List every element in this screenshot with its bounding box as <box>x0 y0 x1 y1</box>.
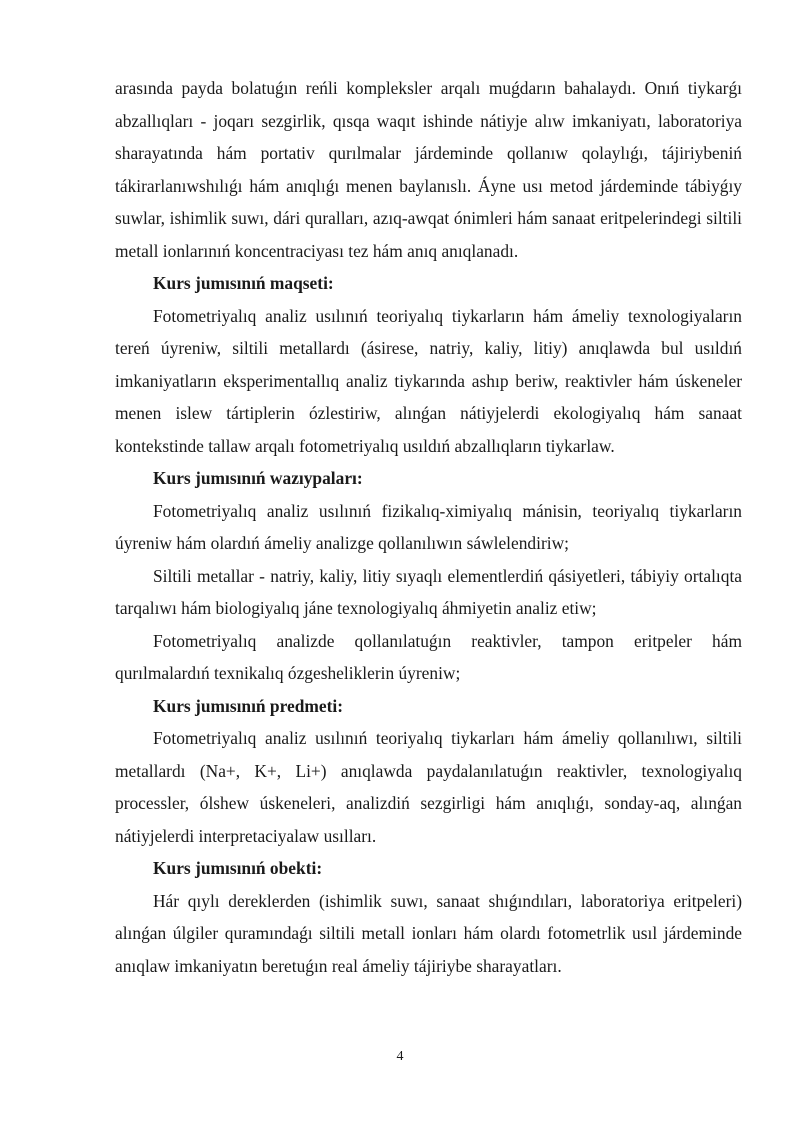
section-heading-tasks: Kurs jumısınıń wazıypaları: <box>153 468 363 488</box>
page-number: 4 <box>396 1049 404 1064</box>
document-body <box>115 72 742 982</box>
tasks-paragraph-1: Fotometriyalıq analiz usılınıń fizikalıq-ximiyalıq mánisin, teoriyalıq tiykarların úyreniw hám olardıń ámeliy analizge qollanılıwın sáwlelendiriw; <box>115 500 742 553</box>
subject-paragraph: Fotometriyalıq analiz usılınıń teoriyalıq tiykarları hám ámeliy qollanılıwı, siltili metallardı (Na+, K+, Li+) anıqlawda paydalanılatuǵın reaktivler, texnologiyalıq processler, ólshew úskeneleri, analizdiń sezgirligi hám anıqlıǵı, sonday-aq, alınǵan nátiyjelerdi interpretaciyalaw usılları. <box>115 728 742 846</box>
intro-paragraph: arasında payda bolatuǵın reńli kompleksler arqalı muǵdarın bahalaydı. Onıń tiykarǵı abzallıqları - joqarı sezgirlik, qısqa waqıt ishinde nátiyje alıw imkaniyatı, laboratoriya sharayatında hám portativ qurılmalar járdeminde qollanıw qolaylıǵı, tájiriybeniń tákirarlanıwshılıǵı hám anıqlıǵı menen baylanıslı. Áyne usı metod járdeminde tábiyǵıy suwlar, ishimlik suwı, dári quralları, azıq-awqat ónimleri hám sanaat eritpelerindegi siltili metall ionlarınıń koncentraciyası tez hám anıq anıqlanadı. <box>115 78 742 261</box>
section-heading-subject: Kurs jumısınıń predmeti: <box>153 695 344 716</box>
object-paragraph: Hár qıylı dereklerden (ishimlik suwı, sanaat shıǵındıları, laboratoriya eritpeleri) alınǵan úlgiler quramındaǵı siltili metall ionları hám olardı fotometrlik usıl járdeminde anıqlaw imkaniyatın beretuǵın real ámeliy tájiriybe sharayatları. <box>115 890 742 976</box>
section-heading-object: Kurs jumısınıń obekti: <box>153 858 323 878</box>
goal-paragraph: Fotometriyalıq analiz usılınıń teoriyalıq tiykarların hám ámeliy texnologiyaların tereń úyreniw, siltili metallardı (ásirese, natriy, kaliy, litiy) anıqlawda bul usıldıń imkaniyatların eksperimentallıq analiz tiykarında ashıp beriw, reaktivler hám úskeneler menen islew tártiplerin ózlestiriw, alınǵan nátiyjelerdi ekologiyalıq hám sanaat kontekstinde tallaw arqalı fotometriyalıq usıldıń abzallıqların tiykarlaw. <box>115 305 742 456</box>
tasks-paragraph-2: Siltili metallar - natriy, kaliy, litiy sıyaqlı elementlerdiń qásiyetleri, tábiyiy ortalıqta tarqalıwı hám biologiyalıq jáne texnologiyalıq áhmiyetin analiz etiw; <box>115 565 742 618</box>
tasks-paragraph-3: Fotometriyalıq analizde qollanılatuǵın reaktivler, tampon eritpeler hám qurılmalardıń texnikalıq ózgesheliklerin úyreniw; <box>115 630 742 683</box>
section-heading-goal: Kurs jumısınıń maqseti: <box>153 273 334 293</box>
